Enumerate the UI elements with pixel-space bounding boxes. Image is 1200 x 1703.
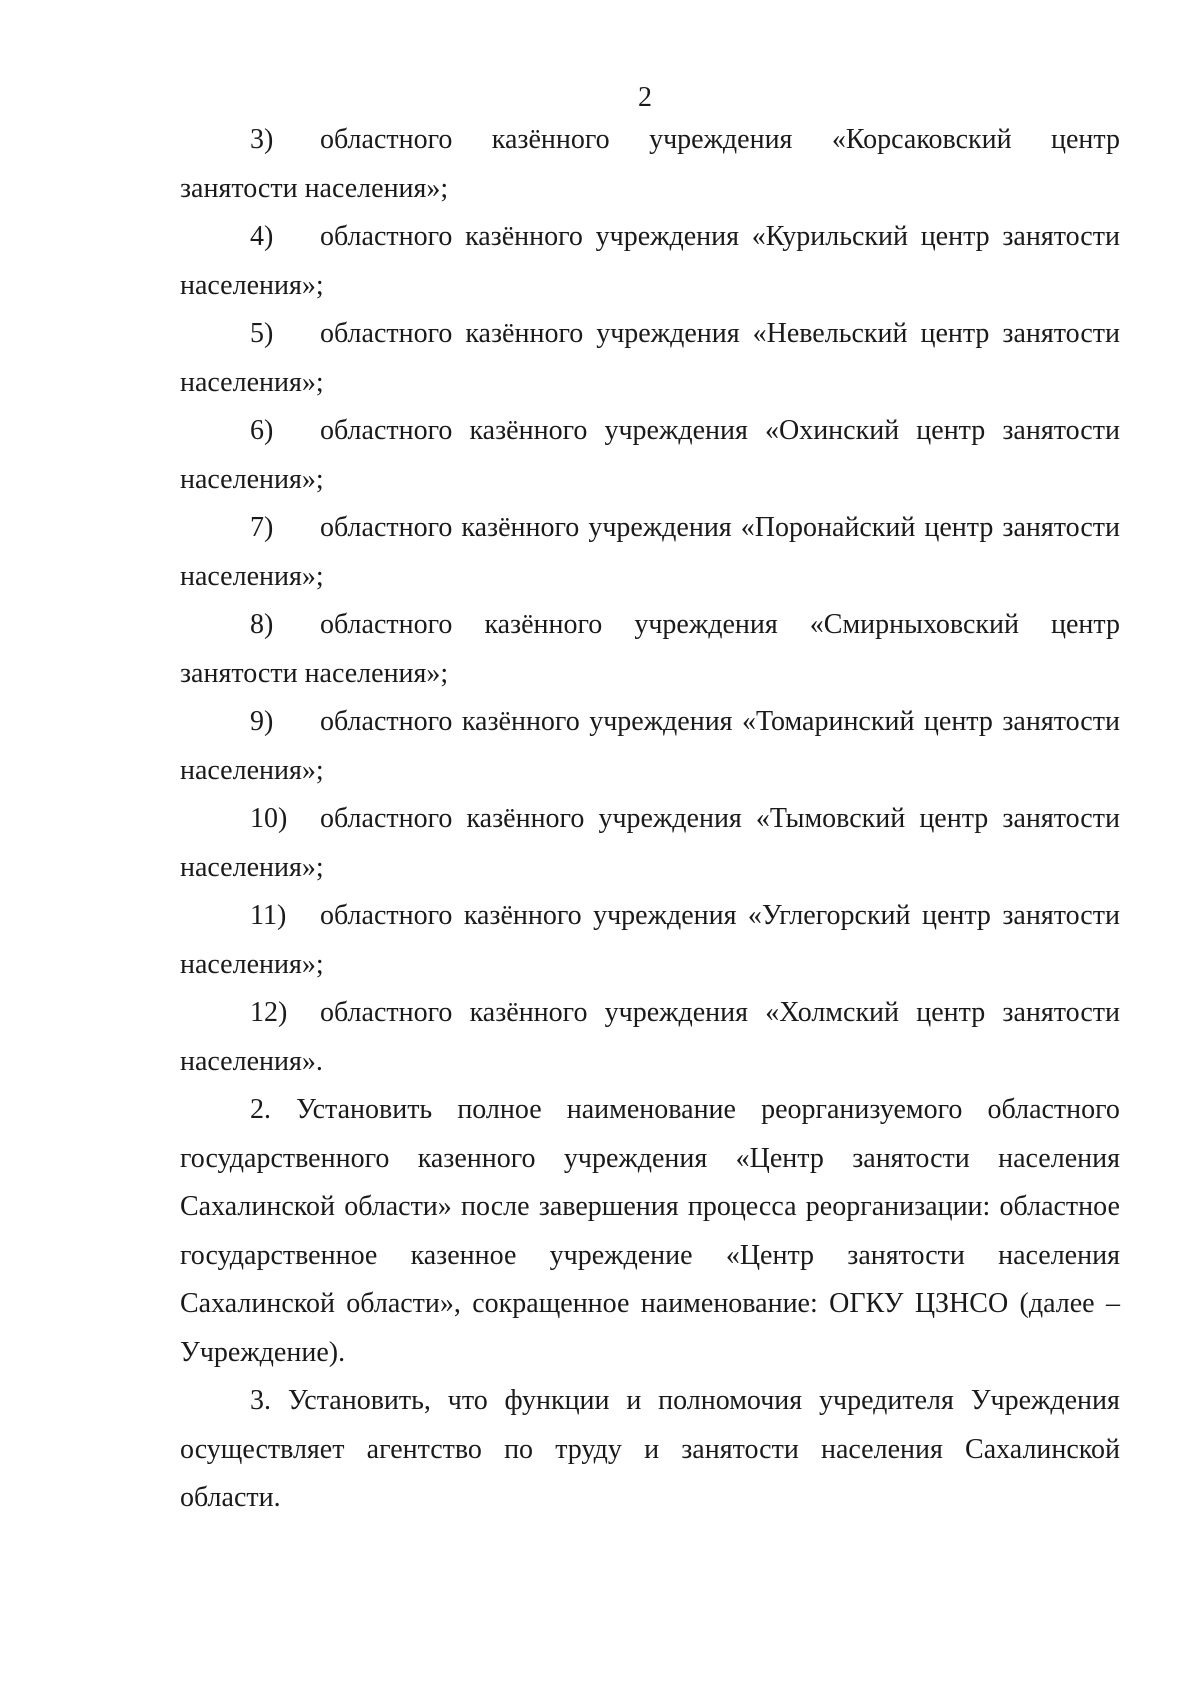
word: «Тымовский bbox=[755, 803, 906, 834]
word: областного bbox=[320, 221, 453, 252]
word: занятости bbox=[1002, 997, 1120, 1028]
list-item-words bbox=[320, 601, 1120, 650]
word: полномочия bbox=[658, 1385, 803, 1416]
word: Установить bbox=[296, 1094, 433, 1125]
word: учреждения bbox=[604, 997, 749, 1028]
word: процесса bbox=[687, 1191, 797, 1222]
list-item bbox=[180, 892, 1120, 989]
paragraph-line bbox=[180, 1377, 1120, 1426]
list-item-continuation: населения». bbox=[180, 1045, 323, 1077]
word: казенное bbox=[410, 1239, 517, 1271]
word: населения bbox=[821, 1433, 943, 1465]
word: государственное bbox=[180, 1239, 378, 1271]
word: «Холмский bbox=[765, 997, 900, 1028]
word: «Центр bbox=[725, 1239, 815, 1271]
paragraph-line: Учреждение). bbox=[180, 1336, 346, 1368]
word: и bbox=[626, 1385, 642, 1416]
list-item-words bbox=[320, 989, 1120, 1038]
word: учреждения bbox=[563, 1142, 708, 1174]
word: казённого bbox=[461, 706, 580, 737]
word: учреждения bbox=[604, 415, 748, 446]
list-item-first-line bbox=[180, 795, 1120, 844]
word: наименование: bbox=[640, 1288, 818, 1319]
list-item-first-line bbox=[180, 698, 1120, 747]
word: казённого bbox=[469, 415, 588, 446]
word: центр bbox=[916, 415, 986, 446]
word: казённого bbox=[491, 124, 610, 155]
word: «Охинский bbox=[764, 415, 900, 446]
word: населения bbox=[998, 1239, 1120, 1271]
word: областного bbox=[320, 512, 453, 543]
word: казённого bbox=[465, 221, 583, 252]
word: государственного bbox=[180, 1142, 390, 1174]
word: областного bbox=[320, 609, 453, 640]
word: области», bbox=[346, 1288, 461, 1319]
word: занятости bbox=[1002, 900, 1120, 931]
list-item-number: 9) bbox=[250, 706, 274, 737]
word: центр bbox=[916, 997, 986, 1028]
word: занятости bbox=[1002, 512, 1120, 543]
word: казённого bbox=[461, 512, 580, 543]
list-item-words bbox=[320, 504, 1120, 553]
paragraph-line bbox=[180, 1232, 1120, 1281]
paragraph-line bbox=[180, 1426, 1120, 1475]
word: занятости bbox=[1002, 706, 1120, 737]
word: «Корсаковский bbox=[831, 124, 1012, 155]
list-item bbox=[180, 989, 1120, 1086]
list-item-number: 6) bbox=[250, 415, 274, 446]
word: занятости bbox=[1002, 318, 1120, 349]
list-item-number: 11) bbox=[250, 900, 287, 931]
word: наименование bbox=[566, 1094, 736, 1125]
word: центр bbox=[920, 318, 990, 349]
word: учреждения bbox=[596, 318, 740, 349]
word: областного bbox=[320, 803, 453, 834]
list-item-number: 3) bbox=[250, 124, 274, 155]
list-item-number: 8) bbox=[250, 609, 274, 640]
word: центр bbox=[1050, 124, 1120, 155]
list-item-words bbox=[320, 116, 1120, 165]
list-item bbox=[180, 795, 1120, 892]
paragraph-line bbox=[180, 1183, 1120, 1232]
list-item-number: 5) bbox=[250, 318, 274, 349]
word: сокращенное bbox=[472, 1288, 630, 1319]
word: областного bbox=[320, 415, 453, 446]
word: после bbox=[461, 1191, 530, 1222]
list-item-number: 7) bbox=[250, 512, 274, 543]
list-item-continuation: населения»; bbox=[180, 366, 324, 398]
word: (далее bbox=[1019, 1288, 1095, 1319]
word: Сахалинской bbox=[180, 1191, 335, 1222]
word: областное bbox=[999, 1191, 1120, 1222]
list-item-words bbox=[320, 795, 1120, 844]
word: ЦЗНСО bbox=[914, 1288, 1009, 1319]
paragraph-2 bbox=[180, 1086, 1120, 1377]
word: областного bbox=[987, 1094, 1120, 1125]
word: населения bbox=[998, 1142, 1120, 1174]
word: Сахалинской bbox=[180, 1288, 335, 1319]
word: «Курильский bbox=[751, 221, 908, 252]
word: «Невельский bbox=[752, 318, 908, 349]
document-body bbox=[180, 116, 1120, 1523]
word: центр bbox=[921, 900, 991, 931]
list-item-words bbox=[320, 407, 1120, 456]
list-item-words bbox=[320, 892, 1120, 941]
list-item bbox=[180, 116, 1120, 213]
word: центр bbox=[1051, 609, 1120, 640]
word: областного bbox=[320, 706, 453, 737]
word: завершения bbox=[538, 1191, 679, 1222]
list-item-continuation: занятости населения»; bbox=[180, 172, 449, 204]
word: областного bbox=[320, 997, 453, 1028]
word: учреждения bbox=[649, 124, 793, 155]
word: центр bbox=[923, 706, 993, 737]
word: занятости bbox=[847, 1239, 965, 1271]
word: по bbox=[504, 1433, 534, 1465]
word: казённого bbox=[465, 318, 584, 349]
list-item-first-line bbox=[180, 989, 1120, 1038]
paragraph-line bbox=[180, 1135, 1120, 1184]
word: реорганизуемого bbox=[761, 1094, 963, 1125]
word: областного bbox=[320, 124, 453, 155]
word: центр bbox=[920, 221, 990, 252]
word: занятости bbox=[681, 1433, 799, 1465]
word: Учреждения bbox=[970, 1385, 1120, 1416]
list-item-continuation: населения»; bbox=[180, 851, 324, 883]
word: занятости bbox=[1002, 221, 1120, 252]
word: функции bbox=[504, 1385, 610, 1416]
word: занятости bbox=[1002, 415, 1120, 446]
word: «Центр bbox=[735, 1142, 824, 1174]
word: казённого bbox=[463, 900, 582, 931]
word: учреждение bbox=[549, 1239, 693, 1271]
list-item bbox=[180, 601, 1120, 698]
list-item-first-line bbox=[180, 407, 1120, 456]
word: казённого bbox=[466, 803, 585, 834]
list-item-first-line bbox=[180, 310, 1120, 359]
list-item-continuation: населения»; bbox=[180, 269, 324, 301]
list-item-continuation: населения»; bbox=[180, 754, 324, 786]
list-item-words bbox=[320, 213, 1120, 262]
word: учреждения bbox=[598, 803, 742, 834]
paragraph-3 bbox=[180, 1377, 1120, 1523]
word: Сахалинской bbox=[965, 1433, 1120, 1465]
list-item-number: 12) bbox=[250, 997, 288, 1028]
word: «Томаринский bbox=[742, 706, 915, 737]
list-item-continuation: населения»; bbox=[180, 560, 324, 592]
word: полное bbox=[457, 1094, 542, 1125]
paragraph-line: области. bbox=[180, 1482, 281, 1513]
word: центр bbox=[919, 803, 989, 834]
word: учреждения bbox=[588, 512, 732, 543]
word: труду bbox=[555, 1433, 622, 1465]
word: «Смирныховский bbox=[809, 609, 1019, 640]
word: занятости bbox=[1002, 803, 1120, 834]
institution-list bbox=[180, 116, 1120, 1086]
word: учреждения bbox=[593, 900, 737, 931]
list-item-number: 10) bbox=[250, 803, 288, 834]
list-item-words bbox=[320, 698, 1120, 747]
word: казенного bbox=[417, 1142, 536, 1174]
word: 3. bbox=[250, 1385, 271, 1416]
word: занятости bbox=[852, 1142, 970, 1174]
word: – bbox=[1105, 1288, 1120, 1319]
list-item bbox=[180, 504, 1120, 601]
list-item-first-line bbox=[180, 601, 1120, 650]
word: «Углегорский bbox=[747, 900, 911, 931]
word: учреждения bbox=[595, 221, 740, 252]
list-item bbox=[180, 310, 1120, 407]
list-item-first-line bbox=[180, 892, 1120, 941]
list-item-continuation: занятости населения»; bbox=[180, 657, 449, 689]
paragraph-line bbox=[180, 1086, 1120, 1135]
list-item bbox=[180, 213, 1120, 310]
list-item-number: 4) bbox=[250, 221, 274, 252]
list-item-continuation: населения»; bbox=[180, 948, 324, 980]
word: 2. bbox=[250, 1094, 271, 1125]
word: ОГКУ bbox=[829, 1288, 904, 1319]
list-item-first-line bbox=[180, 504, 1120, 553]
word: казённого bbox=[469, 997, 588, 1028]
word: реорганизации: bbox=[805, 1191, 991, 1222]
word: центр bbox=[924, 512, 994, 543]
word: учреждения bbox=[589, 706, 733, 737]
word: казённого bbox=[484, 609, 603, 640]
list-item-first-line bbox=[180, 116, 1120, 165]
list-item bbox=[180, 407, 1120, 504]
word: «Поронайский bbox=[740, 512, 916, 543]
list-item-first-line bbox=[180, 213, 1120, 262]
list-item bbox=[180, 698, 1120, 795]
word: что bbox=[447, 1385, 488, 1416]
word: агентство bbox=[366, 1433, 482, 1465]
paragraph-line bbox=[180, 1280, 1120, 1329]
list-item-continuation: населения»; bbox=[180, 463, 324, 495]
list-item-words bbox=[320, 310, 1120, 359]
word: осуществляет bbox=[180, 1433, 345, 1465]
word: области» bbox=[344, 1191, 452, 1222]
word: областного bbox=[320, 318, 453, 349]
page-number: 2 bbox=[638, 82, 652, 113]
word: Установить, bbox=[287, 1385, 431, 1416]
word: учреждения bbox=[634, 609, 778, 640]
word: областного bbox=[320, 900, 453, 931]
word: учредителя bbox=[818, 1385, 954, 1416]
word: и bbox=[644, 1433, 660, 1465]
